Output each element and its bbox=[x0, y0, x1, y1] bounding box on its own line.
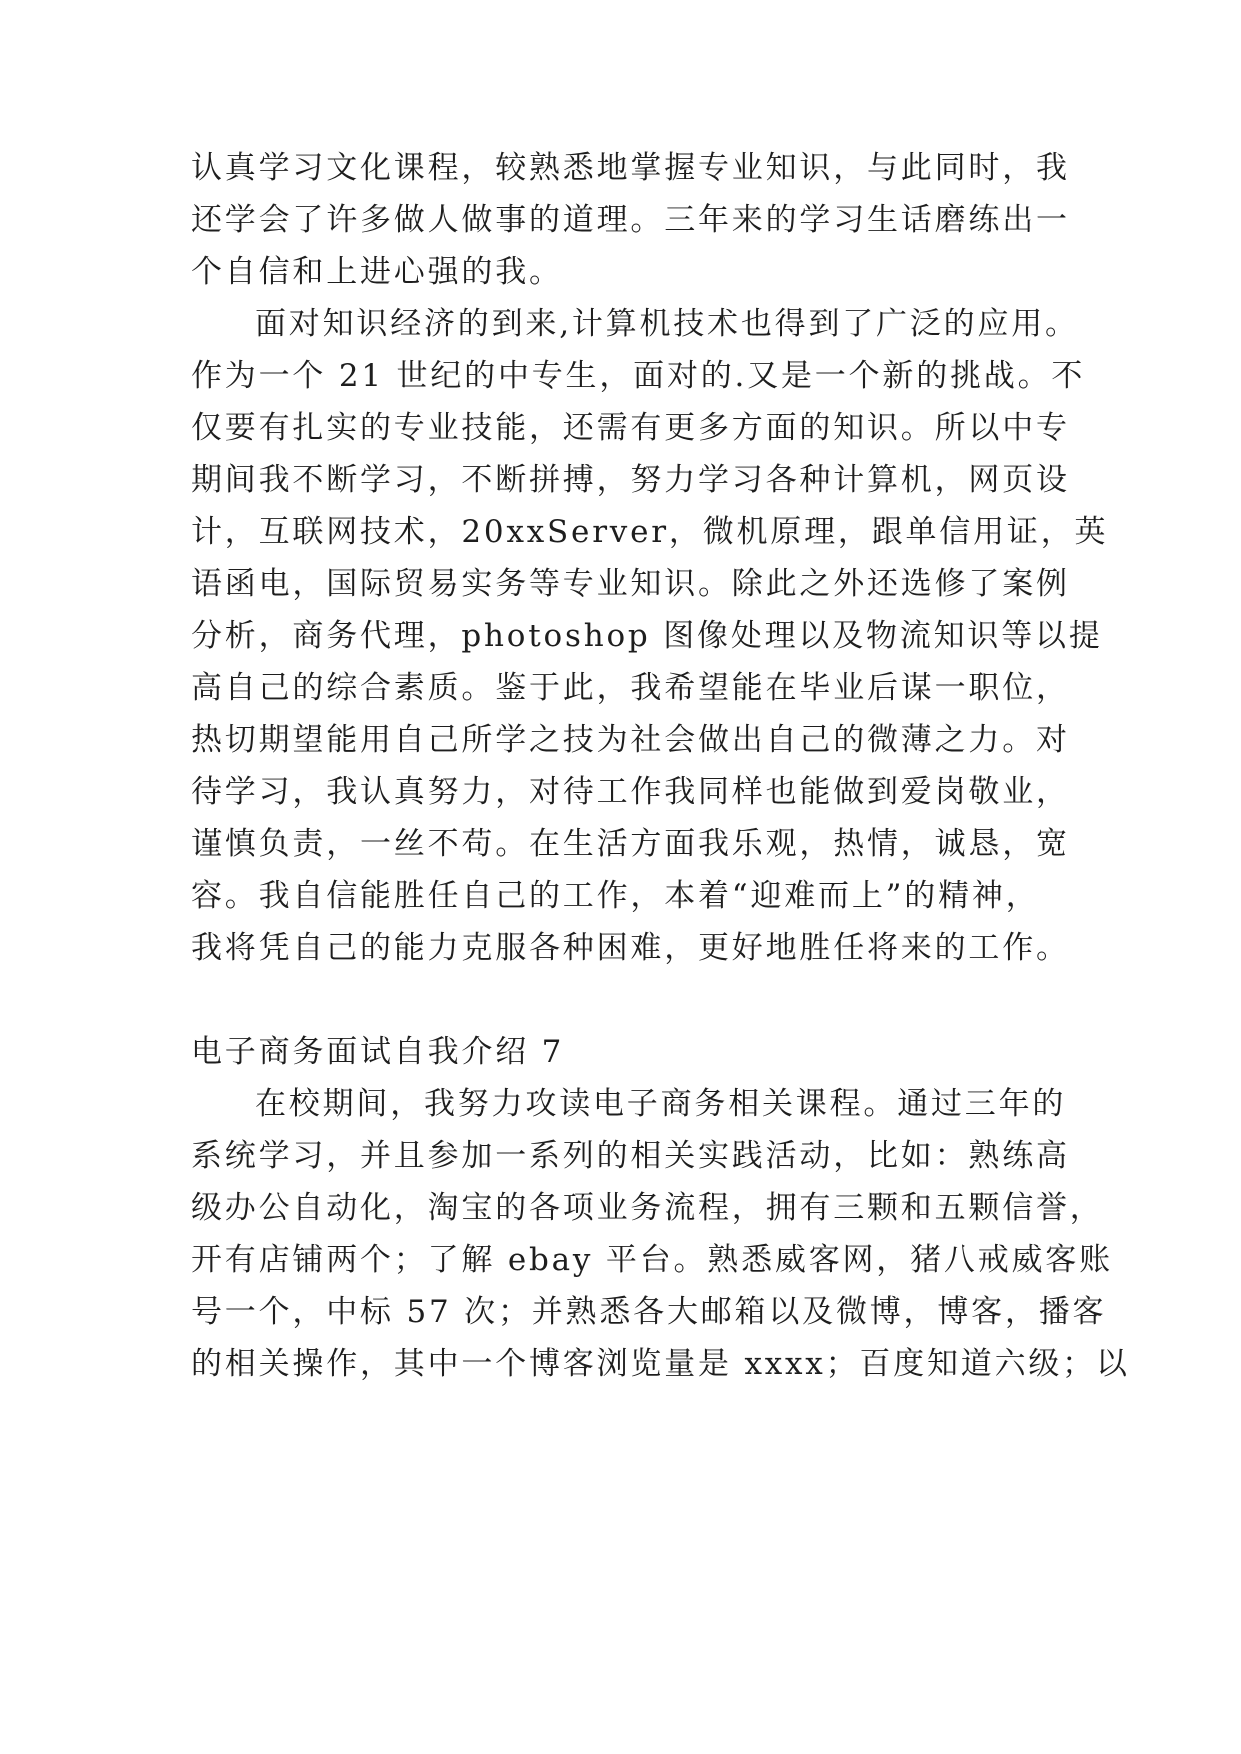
paragraph-line: 容。我自信能胜任自己的工作，本着“迎难而上”的精神， bbox=[191, 878, 1040, 914]
paragraph-line: 系统学习，并且参加一系列的相关实践活动，比如：熟练高 bbox=[191, 1138, 1070, 1174]
paragraph-line: 的相关操作，其中一个博客浏览量是 xxxx；百度知道六级；以 bbox=[191, 1346, 1130, 1382]
section-heading: 电子商务面试自我介绍 7 bbox=[191, 1034, 565, 1070]
paragraph-line: 在校期间，我努力攻读电子商务相关课程。通过三年的 bbox=[255, 1086, 1067, 1122]
paragraph-line: 级办公自动化，淘宝的各项业务流程，拥有三颗和五颗信誉， bbox=[191, 1190, 1104, 1226]
paragraph-line: 个自信和上进心强的我。 bbox=[191, 254, 563, 290]
paragraph-line: 仅要有扎实的专业技能，还需有更多方面的知识。所以中专 bbox=[191, 410, 1070, 446]
paragraph-line: 热切期望能用自己所学之技为社会做出自己的微薄之力。对 bbox=[191, 722, 1070, 758]
paragraph-line: 分析，商务代理，photoshop 图像处理以及物流知识等以提 bbox=[191, 618, 1103, 654]
paragraph-line: 面对知识经济的到来,计算机技术也得到了广泛的应用。 bbox=[255, 306, 1079, 342]
paragraph-line: 谨慎负责，一丝不苟。在生活方面我乐观，热情，诚恳，宽 bbox=[191, 826, 1070, 862]
paragraph-line: 号一个，中标 57 次；并熟悉各大邮箱以及微博，博客，播客 bbox=[191, 1294, 1107, 1330]
paragraph-line: 待学习，我认真努力，对待工作我同样也能做到爱岗敬业， bbox=[191, 774, 1070, 810]
paragraph-line: 还学会了许多做人做事的道理。三年来的学习生话磨练出一 bbox=[191, 202, 1070, 238]
paragraph-line: 认真学习文化课程，较熟悉地掌握专业知识，与此同时，我 bbox=[191, 150, 1070, 186]
paragraph-line: 计，互联网技术，20xxServer，微机原理，跟单信用证，英 bbox=[191, 514, 1109, 550]
paragraph-line: 开有店铺两个；了解 ebay 平台。熟悉威客网，猪八戒威客账 bbox=[191, 1242, 1113, 1278]
paragraph-line: 期间我不断学习，不断拼搏，努力学习各种计算机，网页设 bbox=[191, 462, 1070, 498]
paragraph-line: 高自己的综合素质。鉴于此，我希望能在毕业后谋一职位， bbox=[191, 670, 1070, 706]
paragraph-line: 作为一个 21 世纪的中专生，面对的.又是一个新的挑战。不 bbox=[191, 358, 1086, 394]
paragraph-line: 语函电，国际贸易实务等专业知识。除此之外还选修了案例 bbox=[191, 566, 1070, 602]
paragraph-line: 我将凭自己的能力克服各种困难，更好地胜任将来的工作。 bbox=[191, 930, 1070, 966]
